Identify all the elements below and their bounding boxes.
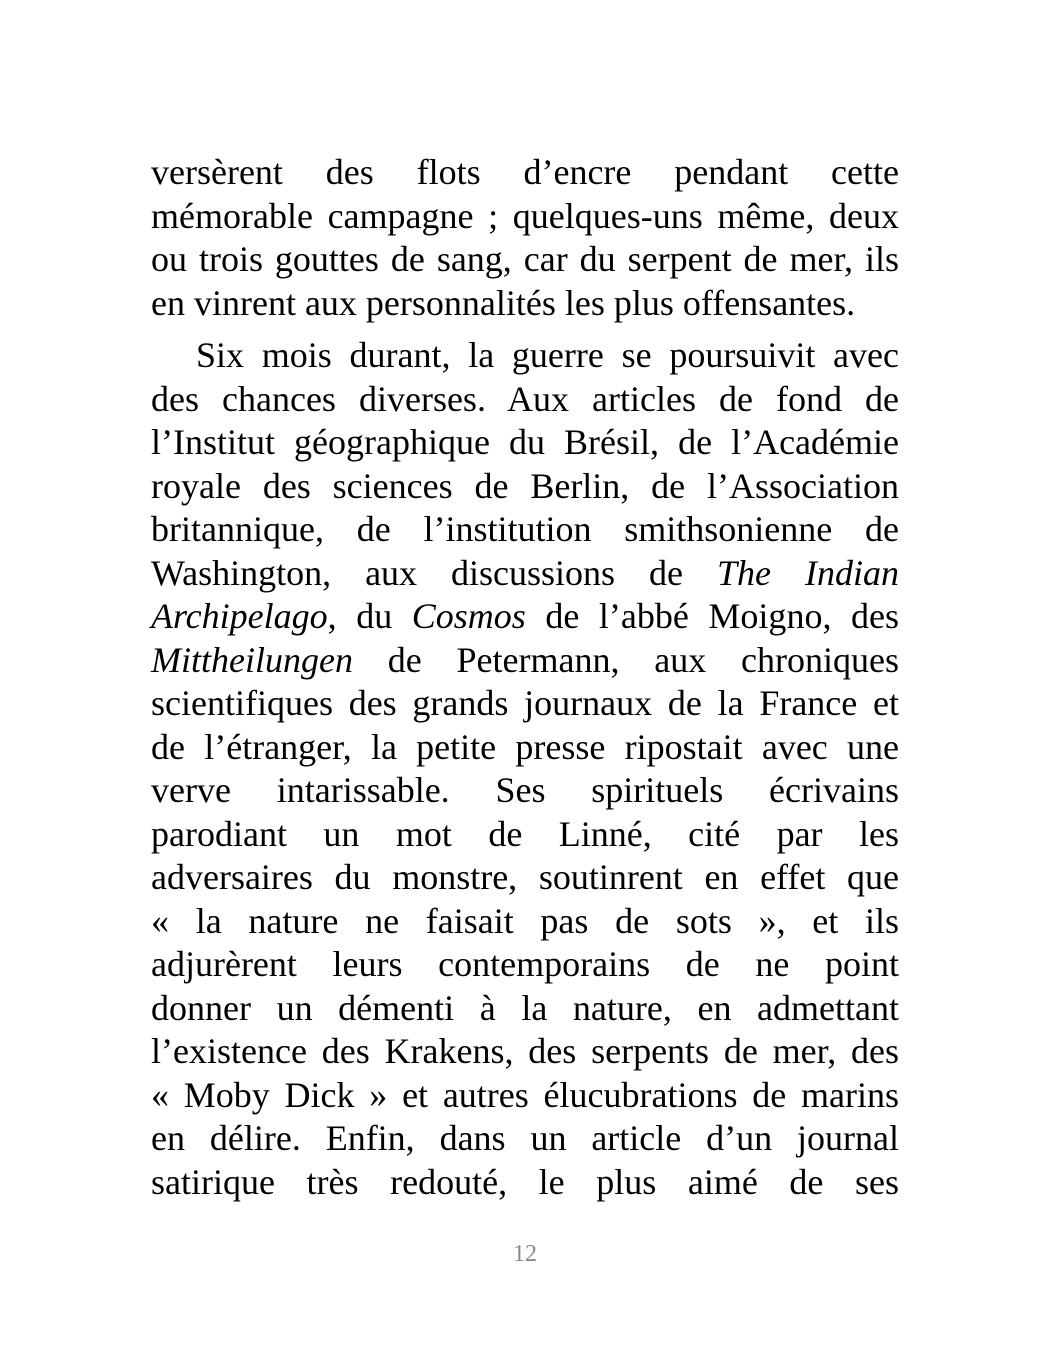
text-run: en délire. Enfin, dans un article d’un journal	[151, 1118, 899, 1158]
italic-title: The Indian	[717, 552, 899, 593]
text-line	[151, 238, 899, 282]
text-line	[151, 900, 899, 944]
text-line	[151, 595, 899, 639]
text-run: versèrent des flots d’encre pendant cette	[151, 152, 899, 192]
italic-title: Mittheilungen	[151, 639, 353, 680]
text-line	[151, 1161, 899, 1205]
text-line	[151, 508, 899, 552]
text-run: Washington, aux discussions de	[151, 552, 718, 593]
text-line	[151, 282, 899, 326]
text-line	[151, 1030, 899, 1074]
text-run: de Petermann, aux chroniques	[352, 639, 899, 680]
text-run: satirique très redouté, le plus aimé de ses	[151, 1161, 899, 1202]
text-run: royale des sciences de Berlin, de l’Association	[151, 465, 899, 506]
text-line	[151, 1074, 899, 1118]
italic-title: Cosmos	[411, 596, 526, 636]
text-run: « la nature ne faisait pas de sots », et ils	[151, 900, 899, 941]
text-run: mémorable campagne ; quelques-uns même, deux	[151, 195, 899, 236]
text-run: l’existence des Krakens, des serpents de mer, des	[151, 1031, 899, 1071]
text-line	[151, 151, 899, 195]
paragraph-gap	[151, 325, 899, 334]
text-line	[151, 813, 899, 857]
text-line	[151, 378, 899, 422]
text-run: l’Institut géographique du Brésil, de l’Académie	[151, 422, 899, 462]
text-run: parodiant un mot de Linné, cité par les	[151, 813, 899, 854]
text-line	[151, 682, 899, 726]
text-line	[151, 334, 899, 378]
text-run: scientifiques des grands journaux de la France et	[151, 683, 899, 723]
text-line	[151, 195, 899, 239]
text-run: Six mois durant, la guerre se poursuivit avec	[196, 335, 899, 375]
italic-title: Archipelago	[151, 596, 328, 636]
text-run: « Moby Dick » et autres élucubrations de marins	[151, 1074, 899, 1115]
paragraph	[151, 334, 899, 1204]
text-line	[151, 552, 899, 596]
text-line	[151, 987, 899, 1031]
text-line	[151, 465, 899, 509]
text-run: , du	[327, 596, 412, 636]
text-line	[151, 769, 899, 813]
text-run: de l’étranger, la petite presse ripostait avec une	[151, 726, 899, 767]
text-run: adversaires du monstre, soutinrent en effet que	[151, 857, 899, 897]
text-line	[151, 856, 899, 900]
text-line	[151, 943, 899, 987]
text-run: de l’abbé Moigno, des	[525, 596, 899, 636]
text-run: britannique, de l’institution smithsonienne de	[151, 509, 899, 549]
text-line	[151, 639, 899, 683]
text-line	[151, 1117, 899, 1161]
text-line	[151, 726, 899, 770]
text-run: des chances diverses. Aux articles de fond de	[151, 378, 899, 419]
text-run: en vinrent aux personnalités les plus offensantes.	[151, 282, 856, 323]
text-run: adjurèrent leurs contemporains de ne point	[151, 944, 899, 984]
page-number: 12	[513, 1241, 537, 1267]
text-run: donner un démenti à la nature, en admettant	[151, 987, 899, 1028]
text-run: verve intarissable. Ses spirituels écrivains	[151, 770, 899, 810]
text-line	[151, 421, 899, 465]
text-run: ou trois gouttes de sang, car du serpent de mer, ils	[151, 239, 899, 279]
body-text	[151, 151, 899, 1204]
paragraph	[151, 151, 899, 325]
